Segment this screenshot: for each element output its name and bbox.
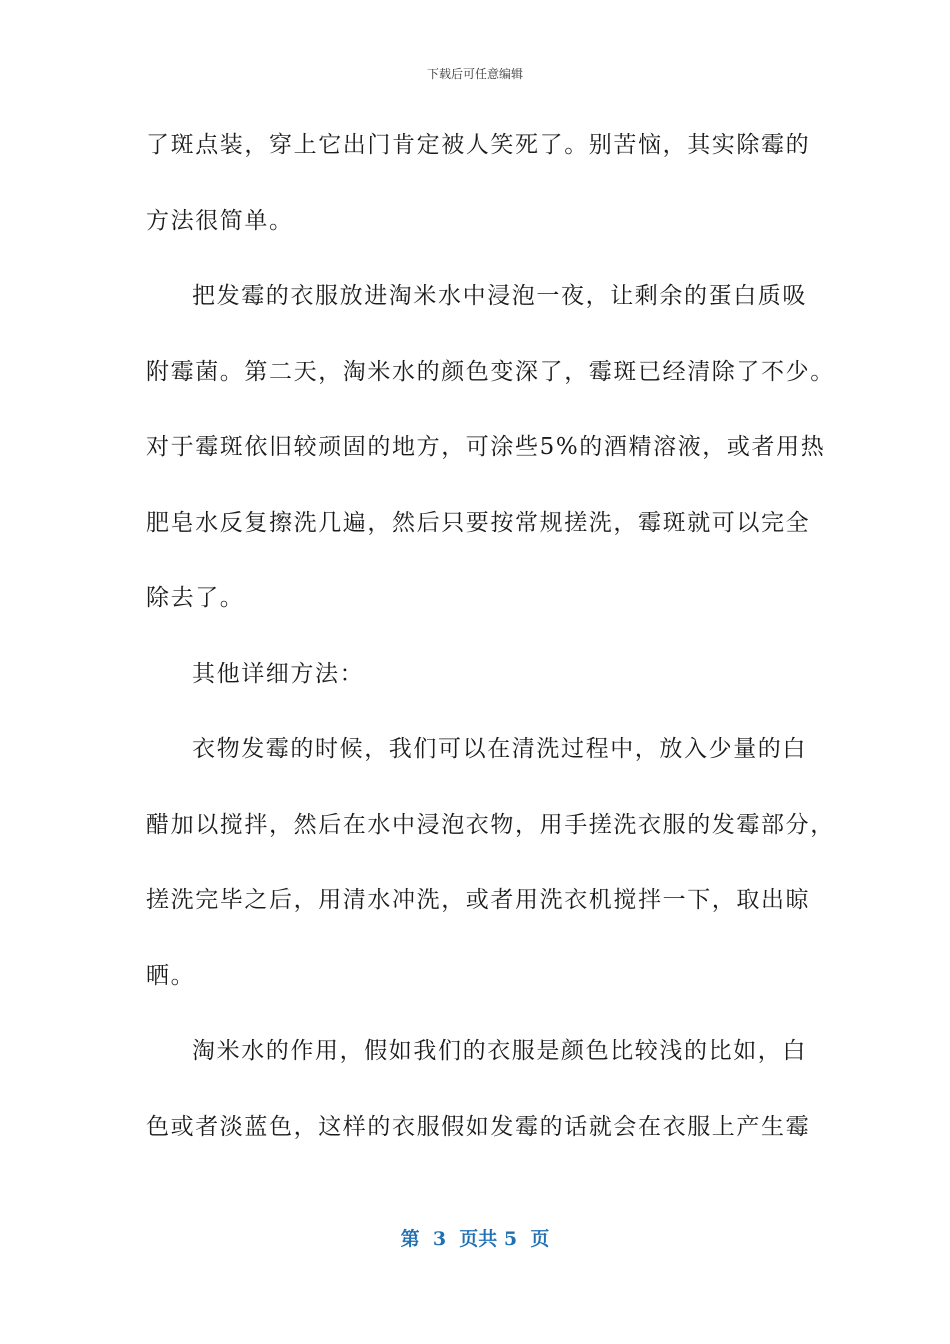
text-line: 附霉菌。第二天，淘米水的颜色变深了，霉斑已经清除了不少。 [146, 358, 835, 385]
text-line: 衣物发霉的时候，我们可以在清洗过程中，放入少量的白 [192, 736, 807, 762]
text-line: 色或者淡蓝色，这样的衣服假如发霉的话就会在衣服上产生霉 [146, 1113, 811, 1140]
text-line: 其他详细方法： [192, 660, 365, 687]
text-line: 把发霉的衣服放进淘米水中浸泡一夜，让剩余的蛋白质吸 [192, 283, 807, 309]
page-footer-pagination: 第 3 页共 5 页 [400, 1228, 550, 1250]
document-body [146, 108, 835, 1165]
text-line: 对于霉斑依旧较顽固的地方，可涂些5%的酒精溶液，或者用热 [146, 434, 826, 460]
text-line: 除去了。 [146, 585, 245, 611]
text-line: 淘米水的作用，假如我们的衣服是颜色比较浅的比如，白 [192, 1038, 807, 1064]
text-line: 方法很简单。 [146, 207, 294, 234]
text-line: 搓洗完毕之后，用清水冲洗，或者用洗衣机搅拌一下，取出晾 [146, 887, 811, 913]
page-header: 下载后可任意编辑 [426, 67, 523, 81]
text-line: 醋加以搅拌，然后在水中浸泡衣物，用手搓洗衣服的发霉部分， [146, 811, 835, 838]
text-line: 了斑点装，穿上它出门肯定被人笑死了。别苦恼，其实除霉的 [146, 132, 811, 158]
text-line: 肥皂水反复擦洗几遍，然后只要按常规搓洗，霉斑就可以完全 [146, 509, 811, 536]
text-line: 晒。 [146, 962, 196, 989]
